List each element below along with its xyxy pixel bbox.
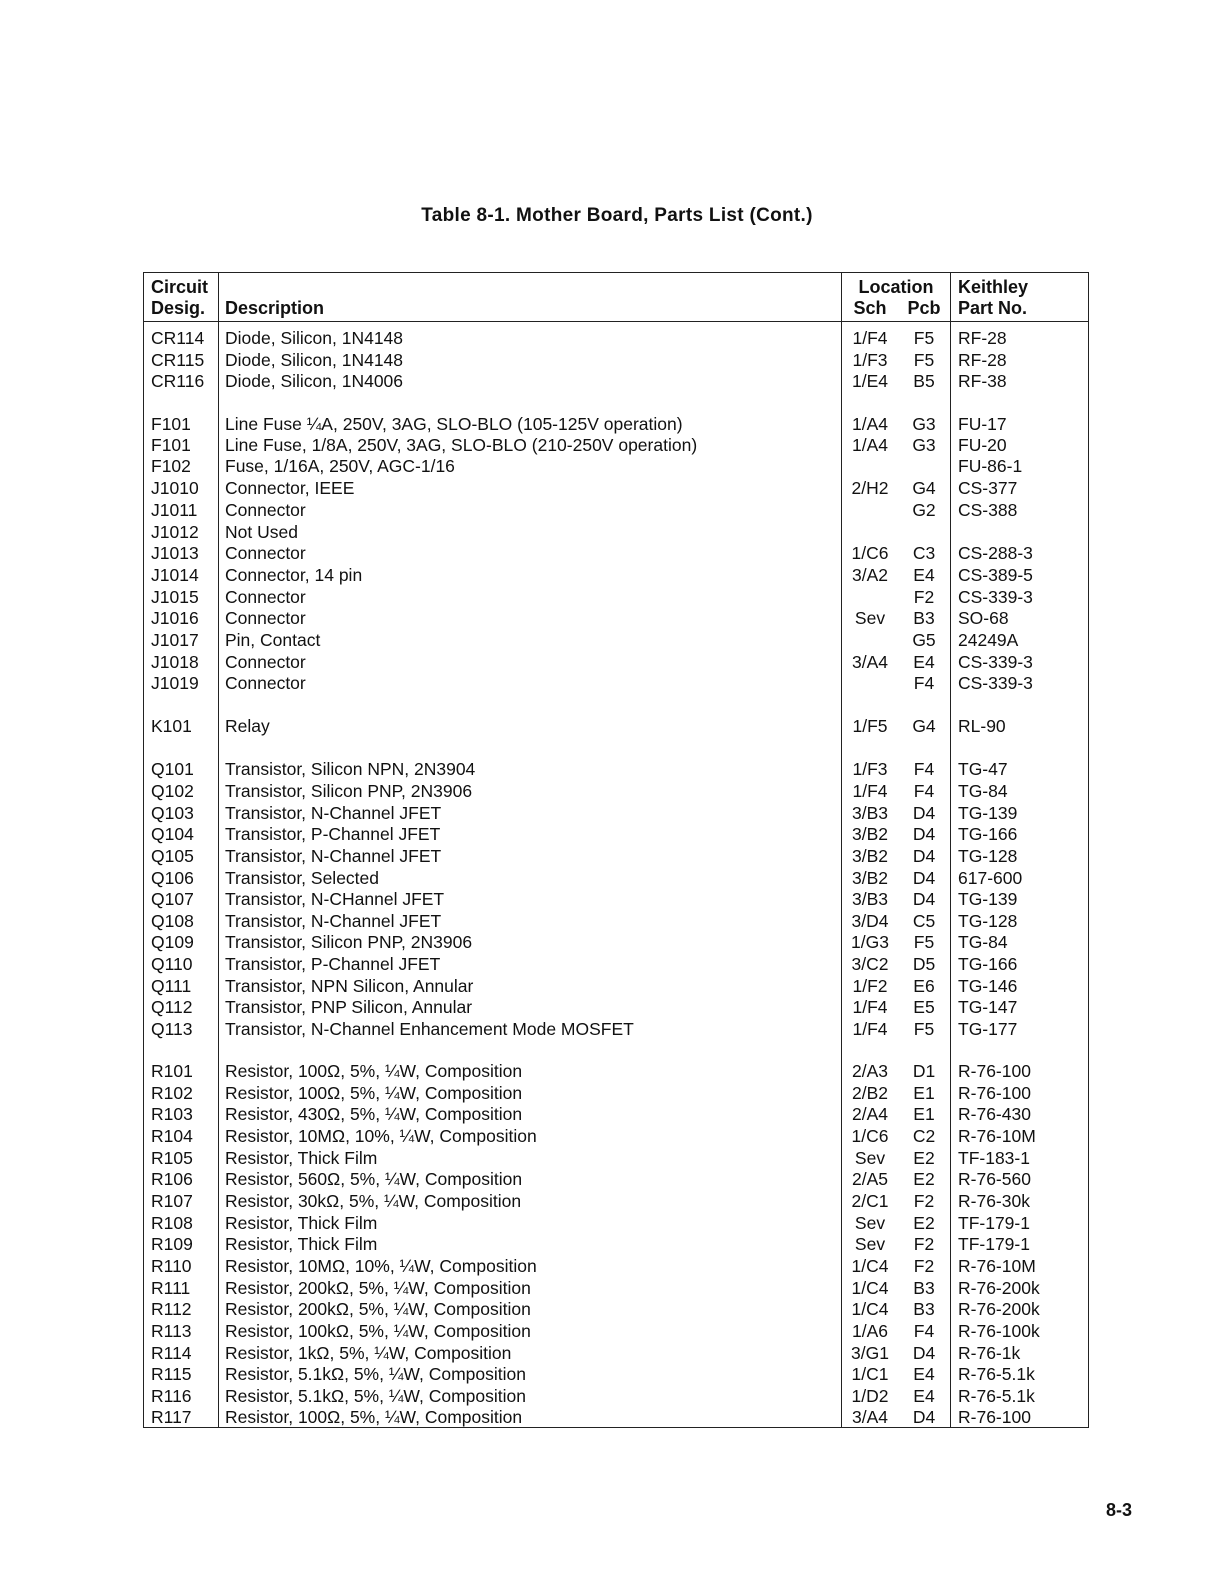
cell-pcb: D4 — [912, 868, 936, 888]
cell-sch: Sev — [854, 608, 886, 628]
cell-desig: Q113 — [151, 1019, 193, 1039]
cell-desig: R103 — [151, 1104, 193, 1124]
cell-desc: Transistor, N-Channel Enhancement Mode MOSFET — [225, 1019, 634, 1039]
cell-desc: Transistor, Selected — [225, 868, 380, 888]
cell-sch: 1/F3 — [852, 350, 888, 370]
cell-desc: Pin, Contact — [225, 630, 321, 650]
cell-desc: Transistor, N-Channel JFET — [225, 846, 442, 866]
cell-desig: Q109 — [151, 932, 194, 952]
cell-desc: Connector — [225, 652, 306, 672]
cell-pcb: F2 — [913, 1256, 935, 1276]
cell-part: CS-339-3 — [958, 587, 1033, 607]
cell-sch: 2/A3 — [852, 1061, 888, 1081]
cell-sch: 3/B2 — [852, 846, 888, 866]
cell-desig: J1015 — [151, 587, 199, 607]
cell-part: TG-128 — [958, 846, 1018, 866]
cell-sch: 2/C1 — [851, 1191, 889, 1211]
cell-part: RF-28 — [958, 328, 1007, 348]
table-row — [144, 1060, 1088, 1082]
page-number: 8-3 — [1106, 1500, 1133, 1520]
cell-part: R-76-200k — [958, 1299, 1040, 1319]
cell-sch: 2/H2 — [851, 478, 889, 498]
cell-sch: 1/F2 — [852, 976, 888, 996]
cell-sch: 1/F4 — [852, 997, 888, 1017]
cell-desig: J1011 — [151, 500, 198, 520]
cell-part: R-76-5.1k — [958, 1364, 1035, 1384]
cell-pcb: G2 — [912, 500, 936, 520]
cell-desig: J1016 — [151, 608, 199, 628]
cell-desig: Q102 — [151, 781, 194, 801]
cell-part: CS-389-5 — [958, 565, 1033, 585]
cell-part: RL-90 — [958, 716, 1006, 736]
cell-part: TG-166 — [958, 824, 1018, 844]
cell-part: TG-47 — [958, 759, 1008, 779]
cell-desig: CR116 — [151, 371, 205, 391]
cell-sch: Sev — [854, 1213, 886, 1233]
cell-sch: 1/C4 — [851, 1278, 889, 1298]
cell-desig: Q104 — [151, 824, 194, 844]
cell-pcb: G3 — [912, 435, 936, 455]
cell-part: TG-166 — [958, 954, 1018, 974]
cell-part: TG-84 — [958, 932, 1008, 952]
cell-desig: J1018 — [151, 652, 199, 672]
cell-desc: Fuse, 1/16A, 250V, AGC-1/16 — [225, 456, 455, 476]
cell-sch: 1/G3 — [851, 932, 889, 952]
cell-pcb: F2 — [913, 1234, 935, 1254]
cell-part: CS-288-3 — [958, 543, 1033, 563]
cell-desig: Q105 — [151, 846, 194, 866]
cell-pcb: B5 — [913, 371, 935, 391]
cell-desc: Connector — [225, 608, 306, 628]
header-circuit-desig: Circuit Desig. — [151, 277, 209, 318]
cell-part: RF-28 — [958, 350, 1007, 370]
cell-part: 24249A — [958, 630, 1019, 650]
table-row — [144, 1018, 1088, 1040]
cell-part: TG-128 — [958, 911, 1018, 931]
cell-desig: Q103 — [151, 803, 194, 823]
cell-desig: CR115 — [151, 350, 205, 370]
cell-pcb: F4 — [913, 759, 935, 779]
cell-part: FU-17 — [958, 414, 1007, 434]
cell-desig: K101 — [151, 716, 192, 736]
cell-sch: 1/F5 — [852, 716, 888, 736]
cell-sch: 3/B2 — [852, 824, 888, 844]
table-row — [144, 327, 1088, 349]
cell-part: TG-146 — [958, 976, 1018, 996]
cell-desc: Resistor, 10MΩ, 10%, ¼W, Composition — [225, 1126, 537, 1146]
table-row — [144, 672, 1088, 694]
cell-part: RF-38 — [958, 371, 1007, 391]
cell-part: R-76-5.1k — [958, 1386, 1035, 1406]
table-row — [144, 715, 1088, 737]
cell-sch: Sev — [854, 1148, 886, 1168]
cell-desig: F102 — [151, 456, 191, 476]
cell-sch: 1/F4 — [852, 1019, 888, 1039]
table-row — [144, 780, 1088, 802]
cell-pcb: E1 — [913, 1083, 935, 1103]
cell-desc: Diode, Silicon, 1N4148 — [225, 328, 404, 348]
cell-part: TG-84 — [958, 781, 1008, 801]
cell-desc: Resistor, 1kΩ, 5%, ¼W, Composition — [225, 1343, 512, 1363]
cell-desc: Transistor, NPN Silicon, Annular — [225, 976, 474, 996]
cell-part: TG-139 — [958, 889, 1018, 909]
table-row — [144, 1277, 1088, 1299]
cell-desig: R102 — [151, 1083, 193, 1103]
cell-desc: Resistor, 10MΩ, 10%, ¼W, Composition — [225, 1256, 537, 1276]
table-row — [144, 910, 1088, 932]
table-row — [144, 651, 1088, 673]
cell-part: TF-183-1 — [958, 1148, 1030, 1168]
cell-desc: Connector — [225, 500, 306, 520]
cell-part: R-76-560 — [958, 1169, 1031, 1189]
cell-pcb: F5 — [913, 328, 935, 348]
cell-desig: R116 — [151, 1386, 192, 1406]
cell-desc: Resistor, 100kΩ, 5%, ¼W, Composition — [225, 1321, 531, 1341]
cell-desc: Transistor, Silicon PNP, 2N3906 — [225, 932, 473, 952]
table-row — [144, 542, 1088, 564]
cell-desc: Resistor, Thick Film — [225, 1213, 378, 1233]
cell-pcb: F5 — [913, 1019, 935, 1039]
table-row — [144, 1298, 1088, 1320]
cell-pcb: D4 — [912, 1343, 936, 1363]
header-pcb: Pcb — [907, 298, 941, 318]
cell-pcb: E4 — [913, 1364, 935, 1384]
cell-pcb: F2 — [913, 1191, 935, 1211]
table-row — [144, 434, 1088, 456]
cell-desig: R115 — [151, 1364, 192, 1384]
cell-desc: Resistor, 100Ω, 5%, ¼W, Composition — [225, 1407, 523, 1427]
cell-desc: Connector — [225, 543, 306, 563]
cell-pcb: G5 — [912, 630, 936, 650]
cell-pcb: E5 — [913, 997, 935, 1017]
cell-sch: 1/A4 — [852, 414, 888, 434]
cell-desig: Q112 — [151, 997, 193, 1017]
cell-desc: Line Fuse, 1/8A, 250V, 3AG, SLO-BLO (210-250V operation) — [225, 435, 698, 455]
table-row — [144, 996, 1088, 1018]
cell-desig: R108 — [151, 1213, 193, 1233]
table-row — [144, 1233, 1088, 1255]
cell-desig: F101 — [151, 435, 191, 455]
table-row — [144, 1168, 1088, 1190]
table-row — [144, 867, 1088, 889]
table-row — [144, 455, 1088, 477]
cell-desig: R104 — [151, 1126, 193, 1146]
table-row — [144, 888, 1088, 910]
cell-pcb: B3 — [913, 1278, 935, 1298]
table-row — [144, 1320, 1088, 1342]
cell-sch: 1/F4 — [852, 328, 888, 348]
cell-desc: Transistor, P-Channel JFET — [225, 954, 441, 974]
table-row — [144, 413, 1088, 435]
cell-sch: 1/C6 — [851, 543, 889, 563]
table-row — [144, 370, 1088, 392]
cell-desc: Resistor, 5.1kΩ, 5%, ¼W, Composition — [225, 1386, 526, 1406]
cell-desig: J1010 — [151, 478, 199, 498]
cell-desig: Q111 — [151, 976, 192, 996]
cell-desc: Connector, 14 pin — [225, 565, 363, 585]
cell-part: TG-147 — [958, 997, 1018, 1017]
cell-part: CS-339-3 — [958, 673, 1033, 693]
table-row — [144, 845, 1088, 867]
cell-sch: 1/F4 — [852, 781, 888, 801]
cell-sch: 2/A4 — [852, 1104, 888, 1124]
table-row — [144, 607, 1088, 629]
cell-desig: R117 — [151, 1407, 192, 1427]
table-row — [144, 975, 1088, 997]
cell-sch: 3/D4 — [851, 911, 889, 931]
header-divider — [144, 321, 1088, 322]
table-row — [144, 499, 1088, 521]
cell-sch: 3/B3 — [852, 803, 888, 823]
cell-sch: 3/A2 — [852, 565, 888, 585]
cell-pcb: B3 — [913, 1299, 935, 1319]
cell-desc: Relay — [225, 716, 270, 736]
cell-desc: Connector — [225, 673, 306, 693]
cell-part: R-76-100 — [958, 1407, 1031, 1427]
cell-sch: 1/D2 — [851, 1386, 889, 1406]
table-row — [144, 1406, 1088, 1428]
cell-pcb: G4 — [912, 478, 936, 498]
table-row — [144, 1212, 1088, 1234]
cell-desig: Q106 — [151, 868, 194, 888]
cell-desig: R114 — [151, 1343, 192, 1363]
cell-desc: Not Used — [225, 522, 298, 542]
cell-sch: 1/A6 — [852, 1321, 888, 1341]
cell-part: CS-388 — [958, 500, 1018, 520]
cell-pcb: E2 — [913, 1148, 935, 1168]
cell-desig: R112 — [151, 1299, 192, 1319]
cell-sch: 3/A4 — [852, 652, 888, 672]
cell-desig: Q107 — [151, 889, 194, 909]
table-row — [144, 1125, 1088, 1147]
cell-desc: Transistor, N-Channel JFET — [225, 911, 442, 931]
cell-pcb: F4 — [913, 781, 935, 801]
cell-pcb: F2 — [913, 587, 935, 607]
cell-sch: 3/B3 — [852, 889, 888, 909]
cell-desig: Q101 — [151, 759, 194, 779]
cell-pcb: E4 — [913, 652, 935, 672]
cell-sch: 1/E4 — [852, 371, 888, 391]
cell-pcb: E4 — [913, 565, 935, 585]
cell-pcb: C2 — [912, 1126, 936, 1146]
table-row — [144, 586, 1088, 608]
table-title: Table 8-1. Mother Board, Parts List (Cont.) — [421, 205, 813, 226]
cell-part: R-76-10M — [958, 1126, 1036, 1146]
cell-desc: Diode, Silicon, 1N4148 — [225, 350, 404, 370]
cell-desc: Transistor, N-CHannel JFET — [225, 889, 445, 909]
header-description: Description — [225, 298, 325, 318]
cell-pcb: C5 — [912, 911, 936, 931]
cell-pcb: B3 — [913, 608, 935, 628]
cell-part: R-76-100 — [958, 1061, 1031, 1081]
cell-desc: Transistor, PNP Silicon, Annular — [225, 997, 473, 1017]
cell-desc: Connector — [225, 587, 306, 607]
cell-desig: R107 — [151, 1191, 193, 1211]
cell-sch: 3/A4 — [852, 1407, 888, 1427]
table-row — [144, 953, 1088, 975]
cell-sch: 1/C4 — [851, 1256, 889, 1276]
header-part-no: Keithley Part No. — [958, 277, 1029, 318]
cell-pcb: E1 — [913, 1104, 935, 1124]
cell-sch: 2/A5 — [852, 1169, 888, 1189]
cell-sch: 3/G1 — [851, 1343, 889, 1363]
cell-desig: R110 — [151, 1256, 192, 1276]
cell-sch: 1/A4 — [852, 435, 888, 455]
cell-desig: R113 — [151, 1321, 192, 1341]
cell-desc: Resistor, Thick Film — [225, 1234, 378, 1254]
cell-sch: Sev — [854, 1234, 886, 1254]
cell-desc: Resistor, 560Ω, 5%, ¼W, Composition — [225, 1169, 523, 1189]
cell-pcb: F4 — [913, 673, 935, 693]
cell-desig: CR114 — [151, 328, 205, 348]
cell-sch: 1/C6 — [851, 1126, 889, 1146]
cell-desc: Line Fuse ¼A, 250V, 3AG, SLO-BLO (105-125V operation) — [225, 414, 683, 434]
table-row — [144, 1342, 1088, 1364]
table-row — [144, 1190, 1088, 1212]
cell-desc: Resistor, 100Ω, 5%, ¼W, Composition — [225, 1083, 523, 1103]
cell-desc: Transistor, Silicon NPN, 2N3904 — [225, 759, 476, 779]
cell-pcb: E2 — [913, 1213, 935, 1233]
cell-desc: Resistor, 5.1kΩ, 5%, ¼W, Composition — [225, 1364, 526, 1384]
cell-part: SO-68 — [958, 608, 1009, 628]
cell-desc: Transistor, N-Channel JFET — [225, 803, 442, 823]
table-row — [144, 629, 1088, 651]
table-row — [144, 521, 1088, 543]
cell-desig: F101 — [151, 414, 191, 434]
cell-desc: Transistor, P-Channel JFET — [225, 824, 441, 844]
cell-pcb: D4 — [912, 889, 936, 909]
parts-table — [143, 272, 1089, 1428]
cell-part: R-76-100 — [958, 1083, 1031, 1103]
cell-desc: Resistor, 200kΩ, 5%, ¼W, Composition — [225, 1278, 531, 1298]
cell-desc: Diode, Silicon, 1N4006 — [225, 371, 404, 391]
cell-pcb: E6 — [913, 976, 935, 996]
table-row — [144, 564, 1088, 586]
cell-desig: J1019 — [151, 673, 199, 693]
cell-desc: Resistor, 100Ω, 5%, ¼W, Composition — [225, 1061, 523, 1081]
table-row — [144, 1147, 1088, 1169]
cell-sch: 1/C1 — [851, 1364, 889, 1384]
cell-desig: R109 — [151, 1234, 193, 1254]
table-row — [144, 1385, 1088, 1407]
cell-part: TF-179-1 — [958, 1213, 1030, 1233]
cell-pcb: E2 — [913, 1169, 935, 1189]
cell-desig: Q108 — [151, 911, 194, 931]
header-sch: Sch — [853, 298, 887, 318]
table-row — [144, 349, 1088, 371]
cell-desig: J1013 — [151, 543, 199, 563]
cell-part: TG-177 — [958, 1019, 1018, 1039]
cell-pcb: F5 — [913, 932, 935, 952]
cell-part: FU-20 — [958, 435, 1007, 455]
cell-sch: 2/B2 — [852, 1083, 888, 1103]
cell-desc: Resistor, Thick Film — [225, 1148, 378, 1168]
cell-desig: R105 — [151, 1148, 193, 1168]
cell-part: FU-86-1 — [958, 456, 1023, 476]
cell-desig: J1012 — [151, 522, 199, 542]
cell-pcb: D4 — [912, 846, 936, 866]
cell-pcb: F5 — [913, 350, 935, 370]
cell-desc: Connector, IEEE — [225, 478, 355, 498]
cell-part: 617-600 — [958, 868, 1023, 888]
cell-pcb: F4 — [913, 1321, 935, 1341]
table-row — [144, 1103, 1088, 1125]
cell-pcb: D4 — [912, 824, 936, 844]
table-row — [144, 1363, 1088, 1385]
cell-pcb: C3 — [912, 543, 936, 563]
cell-desc: Resistor, 30kΩ, 5%, ¼W, Composition — [225, 1191, 522, 1211]
cell-part: TG-139 — [958, 803, 1018, 823]
table-row — [144, 931, 1088, 953]
cell-desig: Q110 — [151, 954, 193, 974]
cell-sch: 3/B2 — [852, 868, 888, 888]
cell-desig: R101 — [151, 1061, 193, 1081]
cell-pcb: G3 — [912, 414, 936, 434]
cell-pcb: D4 — [912, 803, 936, 823]
cell-pcb: E4 — [913, 1386, 935, 1406]
cell-desc: Resistor, 430Ω, 5%, ¼W, Composition — [225, 1104, 523, 1124]
cell-desig: J1014 — [151, 565, 199, 585]
cell-pcb: D5 — [912, 954, 936, 974]
table-row — [144, 823, 1088, 845]
cell-part: R-76-100k — [958, 1321, 1040, 1341]
cell-desig: R106 — [151, 1169, 193, 1189]
cell-pcb: D1 — [912, 1061, 936, 1081]
cell-desc: Resistor, 200kΩ, 5%, ¼W, Composition — [225, 1299, 531, 1319]
table-row — [144, 1082, 1088, 1104]
table-row — [144, 758, 1088, 780]
cell-part: R-76-430 — [958, 1104, 1031, 1124]
cell-part: R-76-10M — [958, 1256, 1036, 1276]
cell-pcb: D4 — [912, 1407, 936, 1427]
cell-pcb: G4 — [912, 716, 936, 736]
cell-sch: 1/C4 — [851, 1299, 889, 1319]
cell-part: R-76-30k — [958, 1191, 1030, 1211]
table-row — [144, 477, 1088, 499]
cell-desig: R111 — [151, 1278, 191, 1298]
cell-desc: Transistor, Silicon PNP, 2N3906 — [225, 781, 473, 801]
cell-part: R-76-200k — [958, 1278, 1040, 1298]
cell-part: TF-179-1 — [958, 1234, 1030, 1254]
cell-sch: 3/C2 — [851, 954, 889, 974]
table-row — [144, 802, 1088, 824]
cell-part: R-76-1k — [958, 1343, 1021, 1363]
cell-desig: J1017 — [151, 630, 199, 650]
cell-part: CS-377 — [958, 478, 1018, 498]
cell-sch: 1/F3 — [852, 759, 888, 779]
cell-part: CS-339-3 — [958, 652, 1033, 672]
table-row — [144, 1255, 1088, 1277]
header-location: Location — [858, 277, 934, 297]
